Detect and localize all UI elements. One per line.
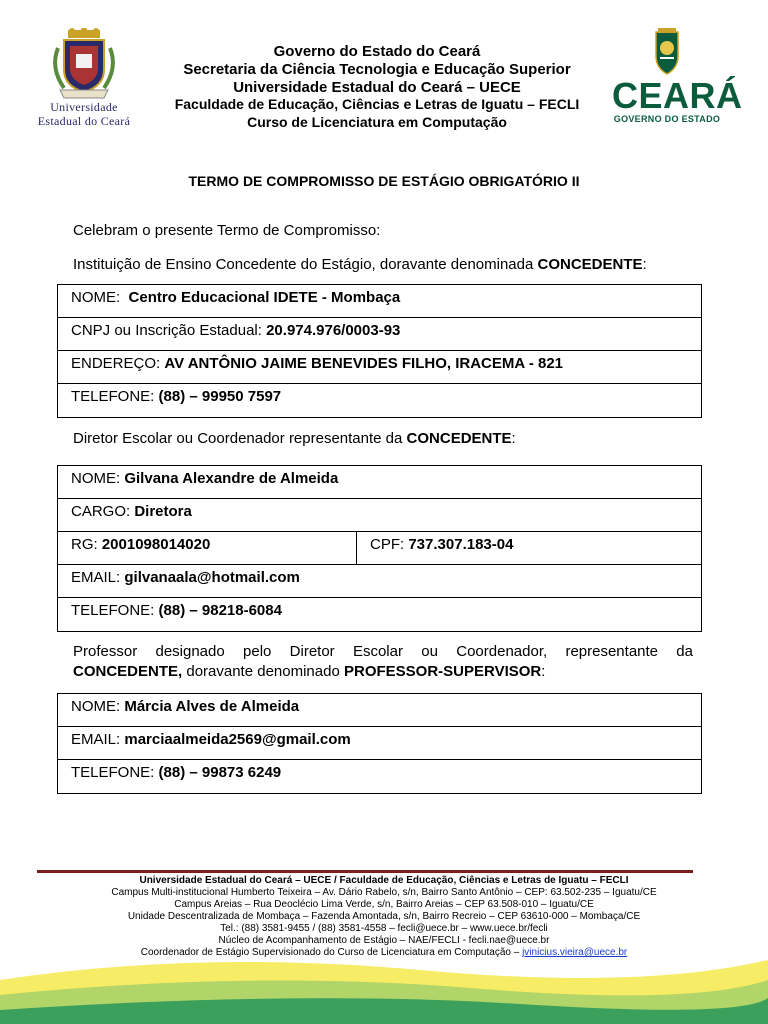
diretor-email-row xyxy=(58,565,701,598)
footer-line-7-text: Coordenador de Estágio Supervisionado do Curso de Licenciatura em Computação – xyxy=(140,947,523,958)
diretor-cargo-value: Diretora xyxy=(134,503,192,520)
section1-lead xyxy=(73,255,693,275)
supervisor-email-label: EMAIL: xyxy=(71,731,125,748)
supervisor-telefone-label: TELEFONE: xyxy=(71,764,159,781)
header-line-2: Secretaria da Ciência Tecnologia e Educação Superior xyxy=(183,61,571,78)
footer-line-2: Campus Multi-institucional Humberto Teixeira – Av. Dário Rabelo, s/n, Bairro Santo Antônio – CEP: 63.502-235 – Iguatu/CE xyxy=(111,887,657,898)
concedente-table xyxy=(57,284,702,418)
uece-logo-line1: Universidade xyxy=(50,100,118,114)
uece-crest-icon xyxy=(24,28,144,100)
diretor-rg-cpf-row xyxy=(58,532,701,565)
header-line-4: Faculdade de Educação, Ciências e Letras de Iguatu – FECLI xyxy=(174,96,580,112)
footer-line-4: Unidade Descentralizada de Mombaça – Fazenda Amontada, s/n, Bairro Recreio – CEP 63610-000 – Mombaça/CE xyxy=(127,911,641,922)
concedente-nome-label: NOME: xyxy=(71,289,125,306)
concedente-telefone-label: TELEFONE: xyxy=(71,388,159,405)
supervisor-table xyxy=(57,693,702,794)
footer-divider xyxy=(37,870,693,873)
concedente-nome-cell xyxy=(58,285,701,317)
diretor-telefone-row xyxy=(58,598,701,631)
concedente-telefone-row xyxy=(58,384,701,417)
concedente-telefone-cell xyxy=(58,384,701,417)
ceara-logo xyxy=(612,28,743,128)
section3-lead-end: : xyxy=(541,663,546,680)
header-line-5: Curso de Licenciatura em Computação xyxy=(247,114,507,130)
concedente-telefone-value: (88) – 99950 7597 xyxy=(158,388,282,405)
footer-line-1: Universidade Estadual do Ceará – UECE / Faculdade de Educação, Ciências e Letras de Iguatu – FECLI xyxy=(139,875,629,886)
section2-lead-text: Diretor Escolar ou Coordenador representante da xyxy=(73,430,407,447)
supervisor-nome-value: Márcia Alves de Almeida xyxy=(124,698,300,715)
footer-wave-decoration xyxy=(0,940,768,1024)
supervisor-nome-label: NOME: xyxy=(71,698,125,715)
section3-lead-text1: Professor designado pelo Diretor Escolar ou Coordenador, representante da xyxy=(73,643,693,660)
ceara-logo-word: CEARÁ xyxy=(612,75,743,116)
diretor-email-value: gilvanaala@hotmail.com xyxy=(124,569,300,586)
supervisor-nome-row xyxy=(58,694,701,727)
document-title: TERMO DE COMPROMISSO DE ESTÁGIO OBRIGATÓRIO II xyxy=(188,173,580,189)
diretor-cargo-cell xyxy=(58,499,701,531)
uece-logo-line2: Estadual do Ceará xyxy=(37,114,131,128)
coordinator-email-link[interactable]: jvinicius.vieira@uece.br xyxy=(522,947,628,958)
supervisor-email-row xyxy=(58,727,701,760)
diretor-nome-cell xyxy=(58,466,701,498)
section3-lead-bold2: PROFESSOR-SUPERVISOR xyxy=(343,663,542,680)
section3-lead xyxy=(73,642,693,682)
concedente-endereco-value: AV ANTÔNIO JAIME BENEVIDES FILHO, IRACEMA - 821 xyxy=(164,355,564,372)
diretor-rg-cell xyxy=(58,532,357,564)
diretor-cpf-cell xyxy=(357,532,701,564)
section2-lead-end: : xyxy=(511,430,516,447)
diretor-telefone-value: (88) – 98218-6084 xyxy=(158,602,282,619)
supervisor-email-value: marciaalmeida2569@gmail.com xyxy=(124,731,351,748)
diretor-nome-label: NOME: xyxy=(71,470,125,487)
intro-text: Celebram o presente Termo de Compromisso: xyxy=(73,222,381,239)
header-line-3: Universidade Estadual do Ceará – UECE xyxy=(233,79,521,96)
concedente-nome-value: Centro Educacional IDETE - Mombaça xyxy=(128,289,401,306)
ceara-logo-sub: GOVERNO DO ESTADO xyxy=(613,114,721,124)
diretor-cpf-value: 737.307.183-04 xyxy=(408,536,514,553)
diretor-telefone-label: TELEFONE: xyxy=(71,602,159,619)
diretor-rg-label: RG: xyxy=(71,536,102,553)
section2-lead-bold: CONCEDENTE xyxy=(406,430,512,447)
diretor-email-cell xyxy=(58,565,701,597)
footer-line-3: Campus Areias – Rua Deoclécio Lima Verde, s/n, Bairro Areias – CEP 63.508-010 – Iguatu/CE xyxy=(174,899,594,910)
supervisor-nome-cell xyxy=(58,694,701,726)
diretor-cargo-label: CARGO: xyxy=(71,503,135,520)
diretor-rg-value: 2001098014020 xyxy=(101,536,211,553)
uece-logo xyxy=(24,28,144,128)
section3-lead-text2: doravante denominado xyxy=(182,663,344,680)
concedente-endereco-row xyxy=(58,351,701,384)
section2-lead xyxy=(73,429,693,449)
diretor-cargo-row xyxy=(58,499,701,532)
concedente-cnpj-value: 20.974.976/0003-93 xyxy=(266,322,401,339)
supervisor-telefone-cell xyxy=(58,760,701,793)
diretor-cpf-label: CPF: xyxy=(370,536,409,553)
diretor-table xyxy=(57,465,702,632)
supervisor-email-cell xyxy=(58,727,701,759)
concedente-endereco-cell xyxy=(58,351,701,383)
diretor-nome-row xyxy=(58,466,701,499)
footer-line-5: Tel.: (88) 3581-9455 / (88) 3581-4558 – fecli@uece.br – www.uece.br/fecli xyxy=(220,923,548,934)
footer-line-6: Núcleo de Acompanhamento de Estágio – NAE/FECLI - fecli.nae@uece.br xyxy=(218,935,550,946)
section1-lead-text: Instituição de Ensino Concedente do Estágio, doravante denominada xyxy=(73,256,538,273)
section3-lead-bold1: CONCEDENTE, xyxy=(73,663,183,680)
diretor-email-label: EMAIL: xyxy=(71,569,125,586)
diretor-telefone-cell xyxy=(58,598,701,631)
concedente-cnpj-label: CNPJ ou Inscrição Estadual: xyxy=(71,322,267,339)
concedente-endereco-label: ENDEREÇO: xyxy=(71,355,165,372)
supervisor-telefone-value: (88) – 99873 6249 xyxy=(158,764,282,781)
ceara-crest-icon xyxy=(612,28,722,78)
header-line-1: Governo do Estado do Ceará xyxy=(273,43,481,60)
concedente-cnpj-cell xyxy=(58,318,701,350)
section1-lead-bold: CONCEDENTE xyxy=(537,256,643,273)
diretor-nome-value: Gilvana Alexandre de Almeida xyxy=(124,470,339,487)
concedente-cnpj-row xyxy=(58,318,701,351)
supervisor-telefone-row xyxy=(58,760,701,793)
section1-lead-end: : xyxy=(642,256,647,273)
concedente-nome-row xyxy=(58,285,701,318)
